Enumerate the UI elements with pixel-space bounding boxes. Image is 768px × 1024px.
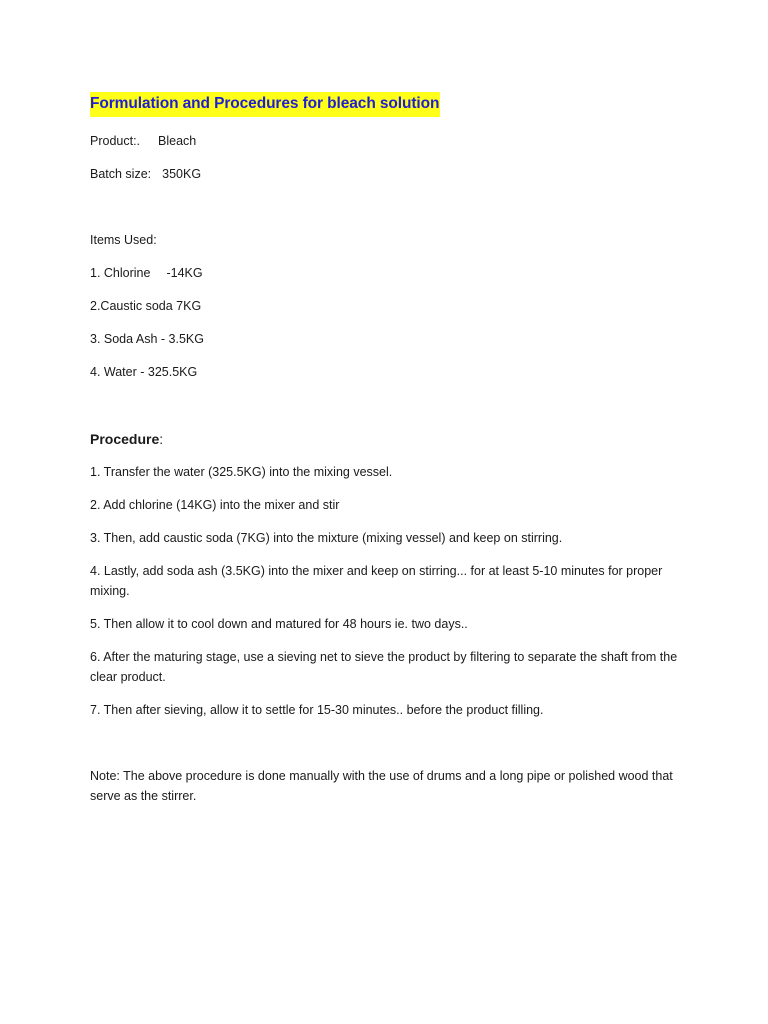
procedure-step: 1. Transfer the water (325.5KG) into the mixing vessel.: [90, 465, 393, 479]
product-line: [90, 131, 690, 151]
document-page: [90, 92, 690, 806]
procedure-step: 2. Add chlorine (14KG) into the mixer and stir: [90, 498, 340, 512]
item-quantity: -14KG: [166, 266, 203, 280]
procedure-step: 3. Then, add caustic soda (7KG) into the mixture (mixing vessel) and keep on stirring.: [90, 531, 563, 545]
document-title: Formulation and Procedures for bleach solution: [90, 92, 440, 117]
item-line: [90, 263, 690, 283]
procedure-heading: [90, 429, 690, 449]
procedure-heading-colon: :: [159, 431, 164, 447]
item-line: 3. Soda Ash - 3.5KG: [90, 332, 204, 346]
procedure-step: 5. Then allow it to cool down and matured for 48 hours ie. two days..: [90, 617, 468, 631]
item-name: 1. Chlorine: [90, 266, 151, 280]
item-line: 4. Water - 325.5KG: [90, 365, 198, 379]
procedure-step: 7. Then after sieving, allow it to settle for 15-30 minutes.. before the product filling.: [90, 703, 544, 717]
item-line: 2.Caustic soda 7KG: [90, 299, 202, 313]
product-label: Product:.: [90, 134, 141, 148]
procedure-step: 6. After the maturing stage, use a sieving net to sieve the product by filtering to separate the shaft from the clear product.: [90, 650, 678, 684]
batch-size-line: [90, 164, 690, 184]
procedure-heading-label: Procedure: [90, 431, 160, 447]
batch-size-value: 350KG: [162, 167, 202, 181]
batch-size-label: Batch size:: [90, 167, 152, 181]
items-heading: Items Used:: [90, 233, 157, 247]
product-value: Bleach: [158, 134, 197, 148]
note: Note: The above procedure is done manually with the use of drums and a long pipe or polished wood that serve as the stirrer.: [90, 769, 673, 803]
procedure-step: 4. Lastly, add soda ash (3.5KG) into the mixer and keep on stirring... for at least 5-10 minutes for proper mixing.: [90, 564, 663, 598]
